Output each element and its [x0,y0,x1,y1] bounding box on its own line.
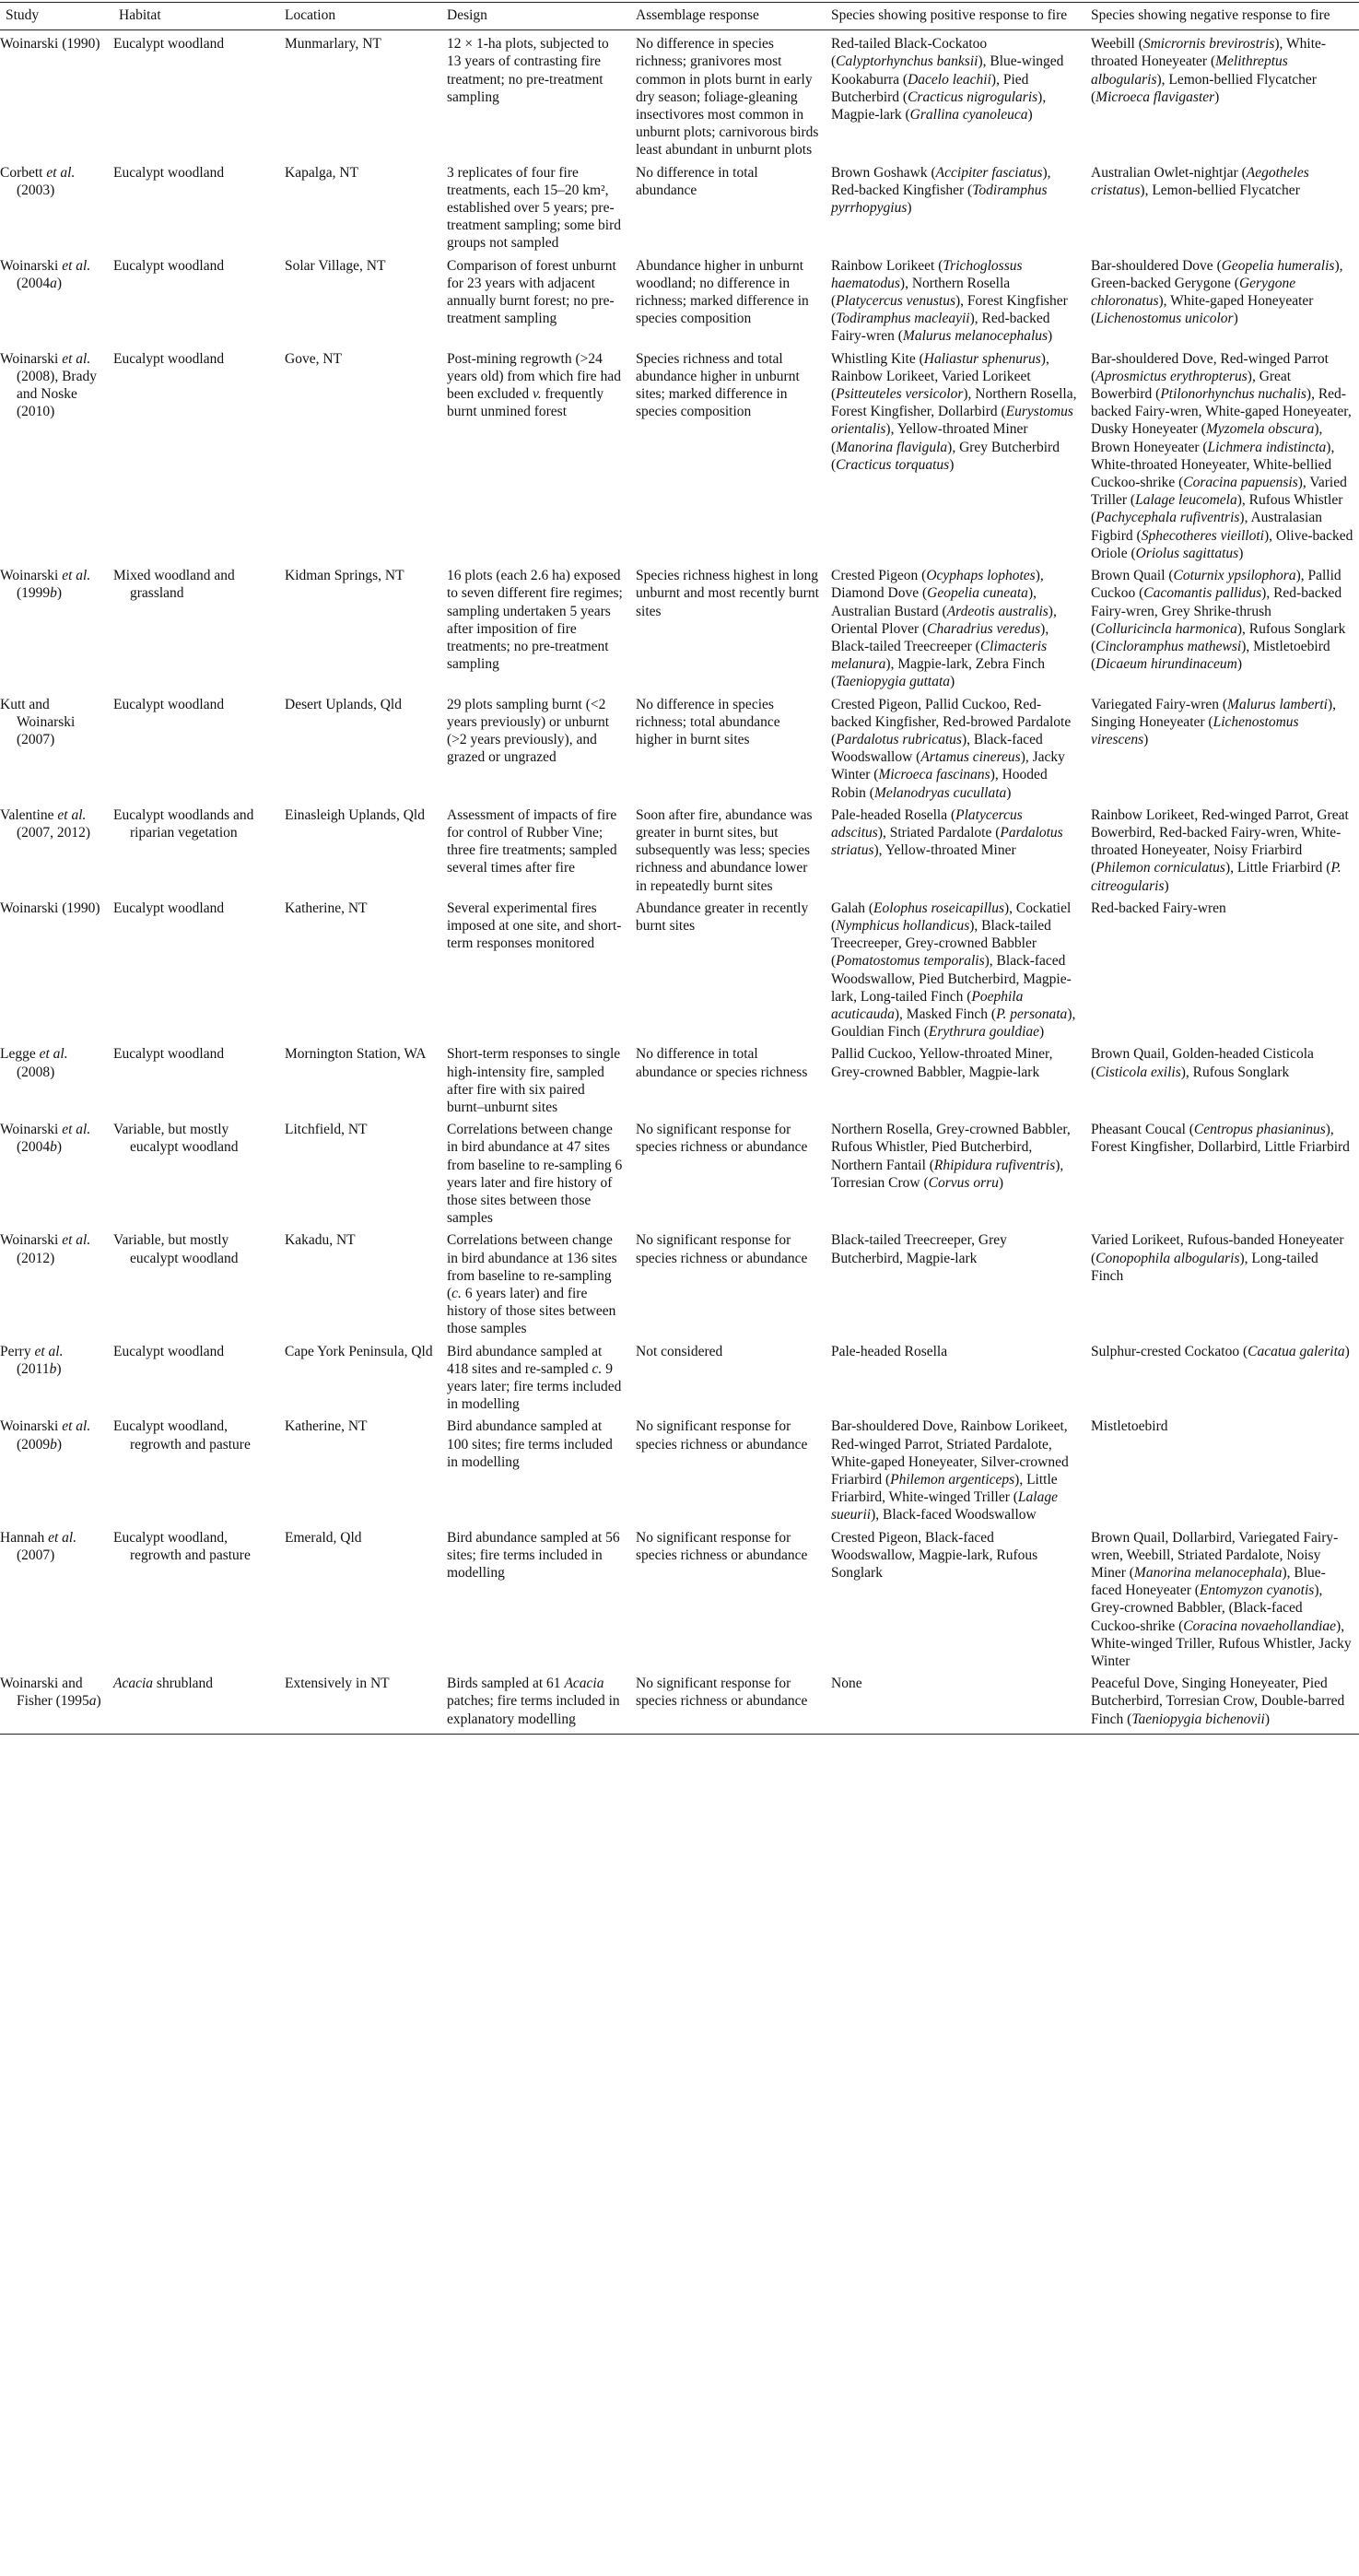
cell-study: Woinarski (1990) [0,36,100,53]
cell-negative-species: Bar-shouldered Dove, Red-winged Parrot (Aprosmictus erythropterus), Great Bowerbird (Ptilonorhynchus nuchalis), Red-backed Fairy-wren, White-gaped Honeyeater, Dusky Honeyeater (Myzomela obscura), Brown Honeyeater (Lichmera indistincta), White-throated Honeyeater, White-bellied Cuckoo-shrike (Coracina papuensis), Varied Triller (Lalage leucomela), Rufous Whistler (Pachycephala rufiventris), Australasian Figbird (Sphecotheres vieilloti), Olive-backed Oriole (Oriolus sagittatus) [1091,350,1353,561]
cell-location: Gove, NT [285,350,342,367]
header-study: Study [0,3,113,30]
cell-design: 3 replicates of four fire treatments, each 15–20 km², established over 5 years; pre-treatment sampling; some bird groups not sampled [447,164,621,252]
table-row [0,253,1359,346]
table-row [0,1670,1359,1734]
cell-habitat: Mixed woodland and grassland [113,568,235,602]
cell-design: Assessment of impacts of fire for control of Rubber Vine; three fire treatments; sampled several times after fire [447,806,617,876]
cell-location: Munmarlary, NT [285,36,381,53]
cell-positive-species: Crested Pigeon (Ocyphaps lophotes), Diamond Dove (Geopelia cuneata), Australian Bustard (Ardeotis australis), Oriental Plover (Charadrius veredus), Black-tailed Treecreeper (Climacteris melanura), Magpie-lark, Zebra Finch (Taeniopygia guttata) [831,568,1057,690]
cell-design: Comparison of forest unburnt for 23 years with adjacent annually burnt forest; no pre-treatment sampling [447,257,616,327]
cell-negative-species: Rainbow Lorikeet, Red-winged Parrot, Great Bowerbird, Red-backed Fairy-wren, White-throated Honeyeater, Noisy Friarbird (Philemon corniculatus), Little Friarbird (P. citreogularis) [1091,806,1349,894]
header-assemblage-response: Assemblage response [630,3,826,30]
cell-design: Correlations between change in bird abundance at 47 sites from baseline to re-sampling 6 years later and fire history of those sites between those samples [447,1122,623,1227]
fire-response-table [0,2,1359,1735]
cell-study: Woinarski et al. (2004a) [0,257,91,291]
cell-design: Bird abundance sampled at 56 sites; fire terms included in modelling [447,1529,620,1582]
cell-negative-species: Mistletoebird [1091,1418,1168,1435]
cell-assemblage-response: Soon after fire, abundance was greater in burnt sites, but subsequently was less; species richness and abundance lower in repeatedly burnt sites [636,806,813,894]
cell-assemblage-response: Abundance higher in unburnt woodland; no difference in richness; marked difference in species composition [636,257,809,327]
header-location: Location [279,3,441,30]
cell-habitat: Variable, but mostly eucalypt woodland [113,1122,239,1156]
cell-study: Legge et al. (2008) [0,1046,68,1080]
cell-positive-species: Rainbow Lorikeet (Trichoglossus haematodus), Northern Rosella (Platycercus venustus), Forest Kingfisher (Todiramphus macleayii), Red-backed Fairy-wren (Malurus melanocephalus) [831,257,1068,345]
cell-assemblage-response: Abundance greater in recently burnt sites [636,900,809,934]
cell-assemblage-response: No significant response for species richness or abundance [636,1122,808,1156]
header-row [0,3,1359,30]
cell-habitat: Eucalypt woodland [113,164,225,181]
cell-assemblage-response: No significant response for species richness or abundance [636,1232,808,1266]
cell-design: Bird abundance sampled at 418 sites and re-sampled c. 9 years later; fire terms included in modelling [447,1343,622,1413]
cell-assemblage-response: Not considered [636,1343,723,1359]
cell-assemblage-response: Species richness highest in long unburnt and most recently burnt sites [636,568,819,619]
table-row [0,691,1359,802]
cell-negative-species: Sulphur-crested Cockatoo (Cacatua galerita) [1091,1343,1350,1359]
cell-habitat: Variable, but mostly eucalypt woodland [113,1232,239,1266]
cell-assemblage-response: No significant response for species richness or abundance [636,1418,808,1453]
cell-positive-species: Red-tailed Black-Cockatoo (Calyptorhynchus banksii), Blue-winged Kookaburra (Dacelo leachii), Pied Butcherbird (Cracticus nigrogularis), Magpie-lark (Grallina cyanoleuca) [831,36,1064,124]
cell-location: Einasleigh Uplands, Qld [285,806,425,823]
cell-study: Corbett et al. (2003) [0,164,76,198]
cell-assemblage-response: No difference in species richness; total abundance higher in burnt sites [636,696,780,747]
cell-location: Kapalga, NT [285,164,359,181]
cell-study: Woinarski et al. (2004b) [0,1122,91,1156]
cell-negative-species: Brown Quail, Golden-headed Cisticola (Cisticola exilis), Rufous Songlark [1091,1046,1314,1080]
cell-location: Katherine, NT [285,900,368,916]
cell-location: Kakadu, NT [285,1232,356,1249]
cell-habitat: Eucalypt woodland, regrowth and pasture [113,1529,251,1563]
cell-location: Desert Uplands, Qld [285,696,402,712]
cell-location: Katherine, NT [285,1418,368,1435]
cell-assemblage-response: No significant response for species richness or abundance [630,1670,826,1734]
cell-habitat: Eucalypt woodland [113,1343,225,1359]
cell-negative-species: Peaceful Dove, Singing Honeyeater, Pied Butcherbird, Torresian Crow, Double-barred Finch (Taeniopygia bichenovii) [1085,1670,1359,1734]
cell-positive-species: Crested Pigeon, Black-faced Woodswallow, Magpie-lark, Rufous Songlark [831,1529,1038,1582]
cell-location: Extensively in NT [279,1670,441,1734]
cell-negative-species: Brown Quail (Coturnix ypsilophora), Pallid Cuckoo (Cacomantis pallidus), Red-backed Fairy-wren, Grey Shrike-thrush (Colluricincla harmonica), Rufous Songlark (Cincloramphus mathewsi), Mistletoebird (Dicaeum hirundinaceum) [1091,568,1346,673]
cell-design: 16 plots (each 2.6 ha) exposed to seven different fire regimes; sampling undertaken 5 years after imposition of fire treatments; no pre-treatment sampling [447,568,623,673]
cell-assemblage-response: No difference in total abundance [636,164,758,198]
table-row [0,1338,1359,1414]
header-positive-species: Species showing positive response to fire [826,3,1085,30]
cell-design: Post-mining regrowth (>24 years old) from which fire had been excluded v. frequently burnt unmined forest [447,350,621,420]
cell-negative-species: Australian Owlet-nightjar (Aegotheles cristatus), Lemon-bellied Flycatcher [1091,164,1309,198]
cell-habitat: Eucalypt woodland [113,900,225,916]
cell-negative-species: Brown Quail, Dollarbird, Variegated Fairy-wren, Weebill, Striated Pardalote, Noisy Miner (Manorina melanocephala), Blue-faced Honeyeater (Entomyzon cyanotis), Grey-crowned Babbler, (Black-faced Cuckoo-shrike (Coracina novaehollandiae), White-winged Triller, Rufous Whistler, Jacky Winter [1091,1529,1352,1670]
cell-negative-species: Red-backed Fairy-wren [1091,900,1226,916]
cell-positive-species: Brown Goshawk (Accipiter fasciatus), Red-backed Kingfisher (Todiramphus pyrrhopygius) [831,164,1051,217]
cell-location: Emerald, Qld [285,1529,362,1546]
cell-study: Woinarski et al. (2008), Brady and Noske (2010) [0,350,97,420]
cell-positive-species: Pallid Cuckoo, Yellow-throated Miner, Grey-crowned Babbler, Magpie-lark [831,1046,1053,1080]
cell-negative-species: Variegated Fairy-wren (Malurus lamberti), Singing Honeyeater (Lichenostomus virescens) [1091,696,1337,747]
table-row [0,1227,1359,1337]
cell-assemblage-response: No significant response for species richness or abundance [636,1529,808,1563]
table-row [0,562,1359,690]
table-row [0,802,1359,895]
cell-habitat: Eucalypt woodland [113,350,225,367]
cell-positive-species: Black-tailed Treecreeper, Grey Butcherbird, Magpie-lark [831,1232,1007,1266]
cell-habitat: Eucalypt woodland [113,257,225,274]
cell-study: Woinarski et al. (2012) [0,1232,91,1266]
cell-negative-species: Pheasant Coucal (Centropus phasianinus), Forest Kingfisher, Dollarbird, Little Friarbird [1091,1122,1350,1156]
cell-positive-species: Northern Rosella, Grey-crowned Babbler, Rufous Whistler, Pied Butcherbird, Northern Fantail (Rhipidura rufiventris), Torresian Crow (Corvus orru) [831,1122,1071,1191]
cell-negative-species: Bar-shouldered Dove (Geopelia humeralis), Green-backed Gerygone (Gerygone chloronatus), White-gaped Honeyeater (Lichenostomus unicolor) [1091,257,1343,327]
header-negative-species: Species showing negative response to fire [1085,3,1359,30]
cell-study: Woinarski et al. (2009b) [0,1418,91,1453]
table-body [0,30,1359,1735]
cell-design: Correlations between change in bird abundance at 136 sites from baseline to re-sampling (c. 6 years later) and fire history of those sites between those samples [447,1232,617,1337]
table-row [0,895,1359,1041]
cell-design: Bird abundance sampled at 100 sites; fire terms included in modelling [447,1418,613,1470]
cell-positive-species: Crested Pigeon, Pallid Cuckoo, Red-backed Kingfisher, Red-browed Pardalote (Pardalotus rubricatus), Black-faced Woodswallow (Artamus cinereus), Jacky Winter (Microeca fascinans), Hooded Robin (Melanodryas cucullata) [831,696,1072,801]
cell-habitat: Eucalypt woodland [113,36,225,53]
cell-habitat: Eucalypt woodland, regrowth and pasture [113,1418,251,1453]
header-habitat: Habitat [113,3,279,30]
cell-location: Mornington Station, WA [285,1046,427,1063]
cell-study: Valentine et al. (2007, 2012) [0,806,91,841]
table-row [0,30,1359,159]
cell-positive-species: None [826,1670,1085,1734]
cell-design: Short-term responses to single high-intensity fire, sampled after fire with six paired burnt–unburnt sites [447,1046,621,1115]
cell-location: Solar Village, NT [285,257,386,274]
cell-assemblage-response: No difference in total abundance or species richness [636,1046,808,1080]
cell-location: Litchfield, NT [285,1122,368,1138]
table-row [0,1524,1359,1671]
table-row [0,1116,1359,1227]
cell-design: 29 plots sampling burnt (<2 years previously) or unburnt (>2 years previously), and grazed or ungrazed [447,696,610,766]
table-row [0,159,1359,253]
cell-design: 12 × 1-ha plots, subjected to 13 years of contrasting fire treatment; no pre-treatment sampling [447,36,609,105]
cell-assemblage-response: No difference in species richness; granivores most common in plots burnt in early dry season; foliage-gleaning insectivores most common in unburnt plots; carnivorous birds least abundant in unburnt plots [636,36,819,159]
cell-positive-species: Pale-headed Rosella [831,1343,948,1359]
cell-positive-species: Galah (Eolophus roseicapillus), Cockatiel (Nymphicus hollandicus), Black-tailed Treecreeper, Grey-crowned Babbler (Pomatostomus temporalis), Black-faced Woodswallow, Pied Butcherbird, Magpie-lark, Long-tailed Finch (Poephila acuticauda), Masked Finch (P. personata), Gouldian Finch (Erythrura gouldiae) [831,900,1076,1041]
cell-positive-species: Pale-headed Rosella (Platycercus adscitus), Striated Pardalote (Pardalotus striatus), Yellow-throated Miner [831,806,1063,859]
cell-study: Woinarski and Fisher (1995a) [0,1670,113,1734]
cell-study: Kutt and Woinarski (2007) [0,696,76,747]
cell-habitat: Eucalypt woodland [113,1046,225,1063]
cell-positive-species: Bar-shouldered Dove, Rainbow Lorikeet, Red-winged Parrot, Striated Pardalote, White-gaped Honeyeater, Silver-crowned Friarbird (Philemon argenticeps), Little Friarbird, White-winged Triller (Lalage sueurii), Black-faced Woodswallow [831,1418,1069,1523]
cell-habitat: Eucalypt woodland [113,696,225,712]
table-row [0,1413,1359,1523]
cell-location: Kidman Springs, NT [285,568,404,584]
table-row [0,1041,1359,1116]
cell-habitat: Eucalypt woodlands and riparian vegetation [113,806,254,841]
header-design: Design [441,3,630,30]
cell-study: Woinarski (1990) [0,900,100,916]
cell-positive-species: Whistling Kite (Haliastur sphenurus), Rainbow Lorikeet, Varied Lorikeet (Psitteuteles versicolor), Northern Rosella, Forest Kingfisher, Dollarbird (Eurystomus orientalis), Yellow-throated Miner (Manorina flavigula), Grey Butcherbird (Cracticus torquatus) [831,350,1077,473]
table-row [0,346,1359,562]
cell-study: Hannah et al. (2007) [0,1529,77,1563]
cell-assemblage-response: Species richness and total abundance higher in unburnt sites; marked difference in species composition [636,350,800,420]
cell-study: Perry et al. (2011b) [0,1343,64,1377]
cell-study: Woinarski et al. (1999b) [0,568,91,602]
cell-habitat: Acacia shrubland [113,1670,279,1734]
cell-design: Birds sampled at 61 Acacia patches; fire terms included in explanatory modelling [441,1670,630,1734]
cell-location: Cape York Peninsula, Qld [285,1343,433,1359]
cell-negative-species: Weebill (Smicrornis brevirostris), White-throated Honeyeater (Melithreptus albogularis), Lemon-bellied Flycatcher (Microeca flavigaster) [1091,36,1327,105]
cell-negative-species: Varied Lorikeet, Rufous-banded Honeyeater (Conopophila albogularis), Long-tailed Finch [1091,1232,1344,1284]
cell-design: Several experimental fires imposed at one site, and short-term responses monitored [447,900,622,952]
